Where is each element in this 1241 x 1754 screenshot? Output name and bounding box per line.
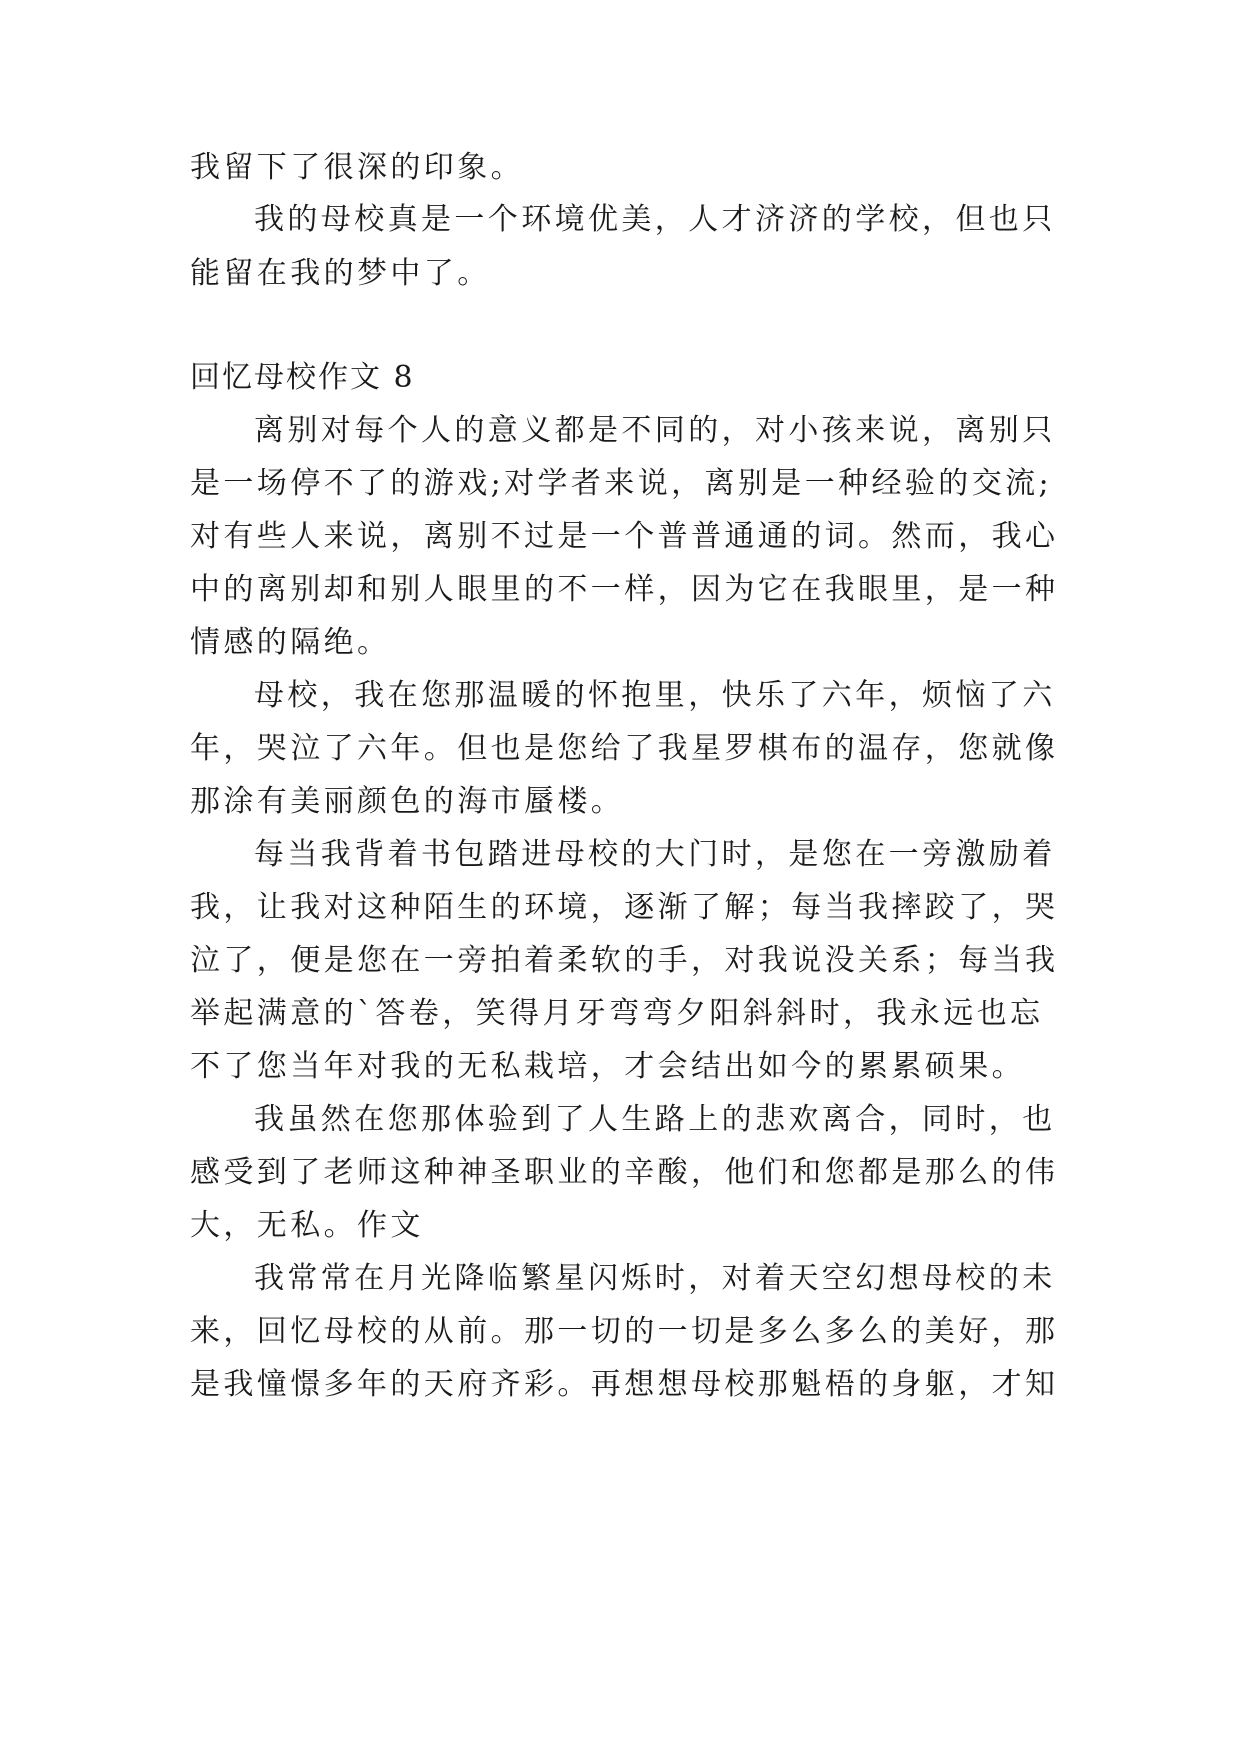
text-line: 感受到了老师这种神圣职业的辛酸，他们和您都是那么的伟 xyxy=(190,1155,1059,1190)
text-line: 年，哭泣了六年。但也是您给了我星罗棋布的温存，您就像 xyxy=(190,731,1059,766)
text-line: 对有些人来说，离别不过是一个普普通通的词。然而，我心 xyxy=(190,519,1059,554)
text-line: 我，让我对这种陌生的环境，逐渐了解；每当我摔跤了，哭 xyxy=(190,890,1059,925)
text-line: 不了您当年对我的无私栽培，才会结出如今的累累硕果。 xyxy=(190,1049,1025,1084)
text-line: 举起满意的`答卷，笑得月牙弯弯夕阳斜斜时，我永远也忘 xyxy=(190,996,1044,1031)
text-line: 情感的隔绝。 xyxy=(190,625,391,660)
paragraph-line: 我常常在月光降临繁星闪烁时，对着天空幻想母校的未 xyxy=(254,1261,1056,1296)
text-line: 能留在我的梦中了。 xyxy=(190,256,491,291)
text-line: 那涂有美丽颜色的海市蜃楼。 xyxy=(190,784,625,819)
text-line: 来，回忆母校的从前。那一切的一切是多么多么的美好，那 xyxy=(190,1314,1059,1349)
text-line: 泣了，便是您在一旁拍着柔软的手，对我说没关系；每当我 xyxy=(190,943,1059,978)
text-line: 大，无私。作文 xyxy=(190,1208,424,1243)
text-line: 中的离别却和别人眼里的不一样，因为它在我眼里，是一种 xyxy=(190,572,1059,607)
paragraph-line: 我虽然在您那体验到了人生路上的悲欢离合，同时，也 xyxy=(254,1102,1056,1137)
text-line: 我留下了很深的印象。 xyxy=(190,150,524,185)
paragraph-line: 离别对每个人的意义都是不同的，对小孩来说，离别只 xyxy=(254,413,1056,448)
section-heading: 回忆母校作文 8 xyxy=(190,360,415,395)
paragraph-line: 我的母校真是一个环境优美，人才济济的学校，但也只 xyxy=(254,202,1056,237)
text-line: 是我憧憬多年的天府齐彩。再想想母校那魁梧的身躯，才知 xyxy=(190,1367,1059,1402)
paragraph-line: 母校，我在您那温暖的怀抱里，快乐了六年，烦恼了六 xyxy=(254,678,1056,713)
text-line: 是一场停不了的游戏;对学者来说，离别是一种经验的交流; xyxy=(190,466,1053,501)
paragraph-line: 每当我背着书包踏进母校的大门时，是您在一旁激励着 xyxy=(254,837,1056,872)
